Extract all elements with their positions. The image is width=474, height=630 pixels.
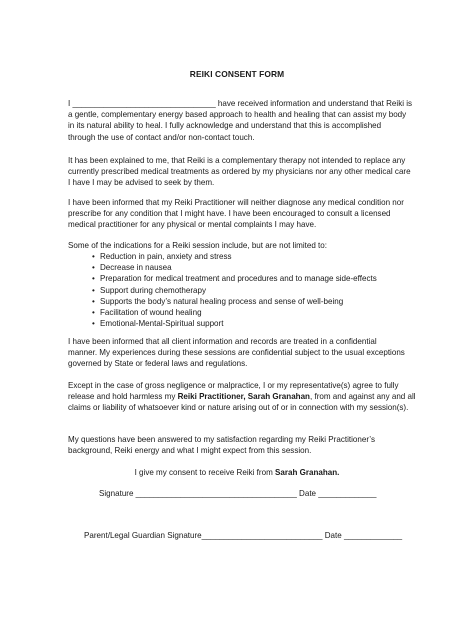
paragraph-line: Except in the case of gross negligence or malpractice, I or my representative(s) agree to fully xyxy=(68,381,399,390)
list-item: • Support during chemotherapy xyxy=(92,285,377,296)
no-diagnosis-paragraph xyxy=(68,197,418,231)
paragraph-line: through the use of contact and/or non-contact touch. xyxy=(68,132,255,142)
list-item: • Decrease in nausea xyxy=(92,262,377,273)
paragraph-line xyxy=(68,391,418,402)
paragraph-line: medical practitioner for any physical or mental complaints I may have. xyxy=(68,220,317,230)
paragraph-line: It has been explained to me, that Reiki is a complementary therapy not intended to replace any xyxy=(68,156,406,165)
questions-paragraph xyxy=(68,434,418,456)
list-item: • Reduction in pain, anxiety and stress xyxy=(92,251,377,262)
consent-statement xyxy=(0,467,474,478)
paragraph-line: governed by State or federal laws and regulations. xyxy=(68,359,248,369)
list-item: • Facilitation of wound healing xyxy=(92,307,377,318)
consent-text: I give my consent to receive Reiki from xyxy=(134,468,276,477)
document-title: REIKI CONSENT FORM xyxy=(189,69,285,79)
signature-line[interactable]: Signature ____________________________________ Date _____________ xyxy=(99,489,377,498)
acknowledgement-paragraph xyxy=(68,98,418,143)
confidentiality-paragraph xyxy=(68,336,418,370)
paragraph-line: I have I may be advised to seek by them. xyxy=(68,178,215,188)
release-text: , from and against any and all xyxy=(309,392,416,402)
list-item: • Supports the body’s natural healing process and sense of well-being xyxy=(92,296,377,307)
paragraph-line: I have been informed that all client information and records are treated in a confidential xyxy=(68,337,377,346)
list-item: • Preparation for medical treatment and procedures and to manage side-effects xyxy=(92,273,377,284)
list-item: • Emotional-Mental-Spiritual support xyxy=(92,318,377,329)
indications-list xyxy=(92,251,377,329)
paragraph-line: claims or liability of whatsoever kind or nature arising out of or in connection with my session(s). xyxy=(68,403,409,413)
release-text: release and hold harmless my xyxy=(68,392,178,402)
release-paragraph xyxy=(68,380,418,414)
indications-intro xyxy=(68,240,418,251)
paragraph-line: I have been informed that my Reiki Practitioner will neither diagnose any medical condition nor xyxy=(68,198,404,207)
paragraph-line: I ________________________________ have received information and understand that Reiki is xyxy=(68,99,413,108)
complementary-therapy-paragraph xyxy=(68,155,418,189)
paragraph-line: currently prescribed medical treatments as ordered by my physicians nor any other medical care xyxy=(68,167,411,177)
paragraph-line: a gentle, complementary energy based approach to health and healing that can assist my body xyxy=(68,110,407,120)
consent-practitioner-name: Sarah Granahan. xyxy=(275,468,340,477)
guardian-signature-line[interactable]: Parent/Legal Guardian Signature___________________________ Date _____________ xyxy=(84,531,403,540)
practitioner-name: Reiki Practitioner, Sarah Granahan xyxy=(177,392,310,402)
paragraph-line: prescribe for any condition that I might have. I have been encouraged to consult a licensed xyxy=(68,209,391,219)
paragraph-line: Some of the indications for a Reiki session include, but are not limited to: xyxy=(68,241,327,250)
paragraph-line: manner. My experiences during these sessions are confidential subject to the usual exceptions xyxy=(68,348,405,358)
paragraph-line: in its natural ability to heal. I fully acknowledge and understand that this is accomplished xyxy=(68,121,382,131)
paragraph-line: My questions have been answered to my satisfaction regarding my Reiki Practitioner’s xyxy=(68,435,375,444)
paragraph-line: background, Reiki energy and what I might expect from this session. xyxy=(68,446,312,456)
